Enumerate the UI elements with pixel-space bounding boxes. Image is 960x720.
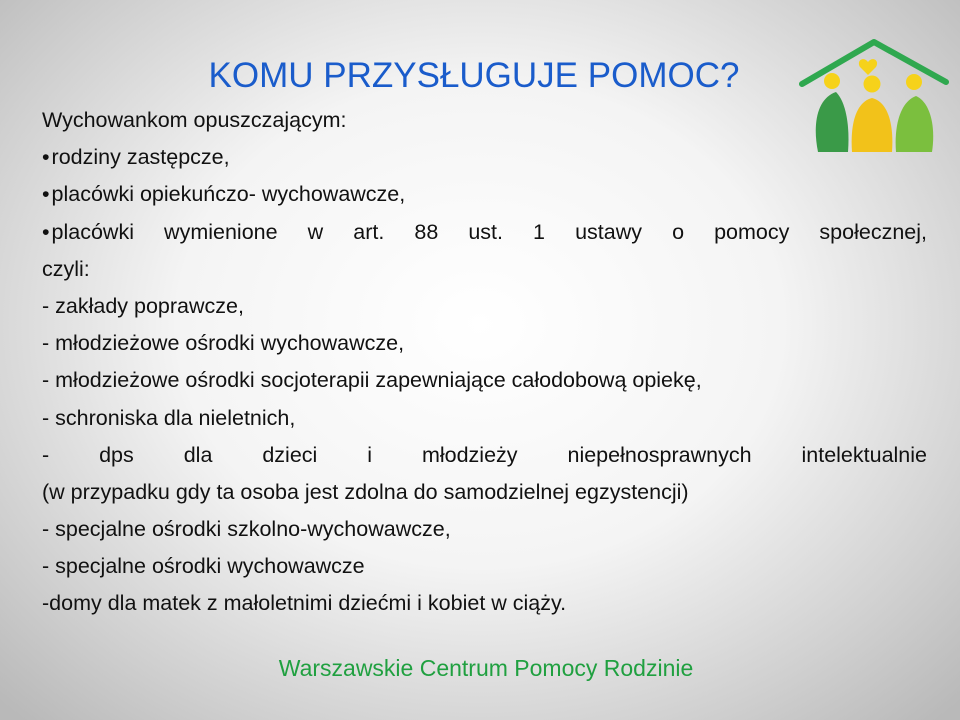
bullet-item: • placówki wymienione w art. 88 ust. 1 ustawy o pomocy społecznej,	[42, 214, 927, 251]
dash-item: - dps dla dzieci i młodzieży niepełnosprawnych intelektualnie	[42, 442, 927, 467]
dash-item: - specjalne ośrodki szkolno-wychowawcze,	[42, 517, 451, 542]
intro-line: Wychowankom opuszczającym:	[42, 108, 347, 132]
bullet-item: • rodziny zastępcze,	[42, 139, 927, 176]
dash-item: - młodzieżowe ośrodki wychowawcze,	[42, 331, 405, 356]
text-line: (w przypadku gdy ta osoba jest zdolna do samodzielnej egzystencji)	[42, 479, 689, 504]
dash-item: - zakłady poprawcze,	[42, 293, 244, 318]
slide-title: KOMU PRZYSŁUGUJE POMOC?	[208, 56, 740, 95]
bullet-item: • placówki opiekuńczo- wychowawcze,	[42, 176, 927, 213]
dash-item: - specjalne ośrodki wychowawcze	[42, 554, 365, 579]
dash-item: -domy dla matek z małoletnimi dziećmi i kobiet w ciąży.	[42, 591, 567, 616]
dash-item: - schroniska dla nieletnich,	[42, 405, 296, 430]
text-line: czyli:	[42, 256, 90, 281]
footer-organization: Warszawskie Centrum Pomocy Rodzinie	[278, 655, 694, 681]
dash-item: - młodzieżowe ośrodki socjoterapii zapewniające całodobową opiekę,	[42, 368, 702, 393]
slide-body	[42, 102, 927, 623]
